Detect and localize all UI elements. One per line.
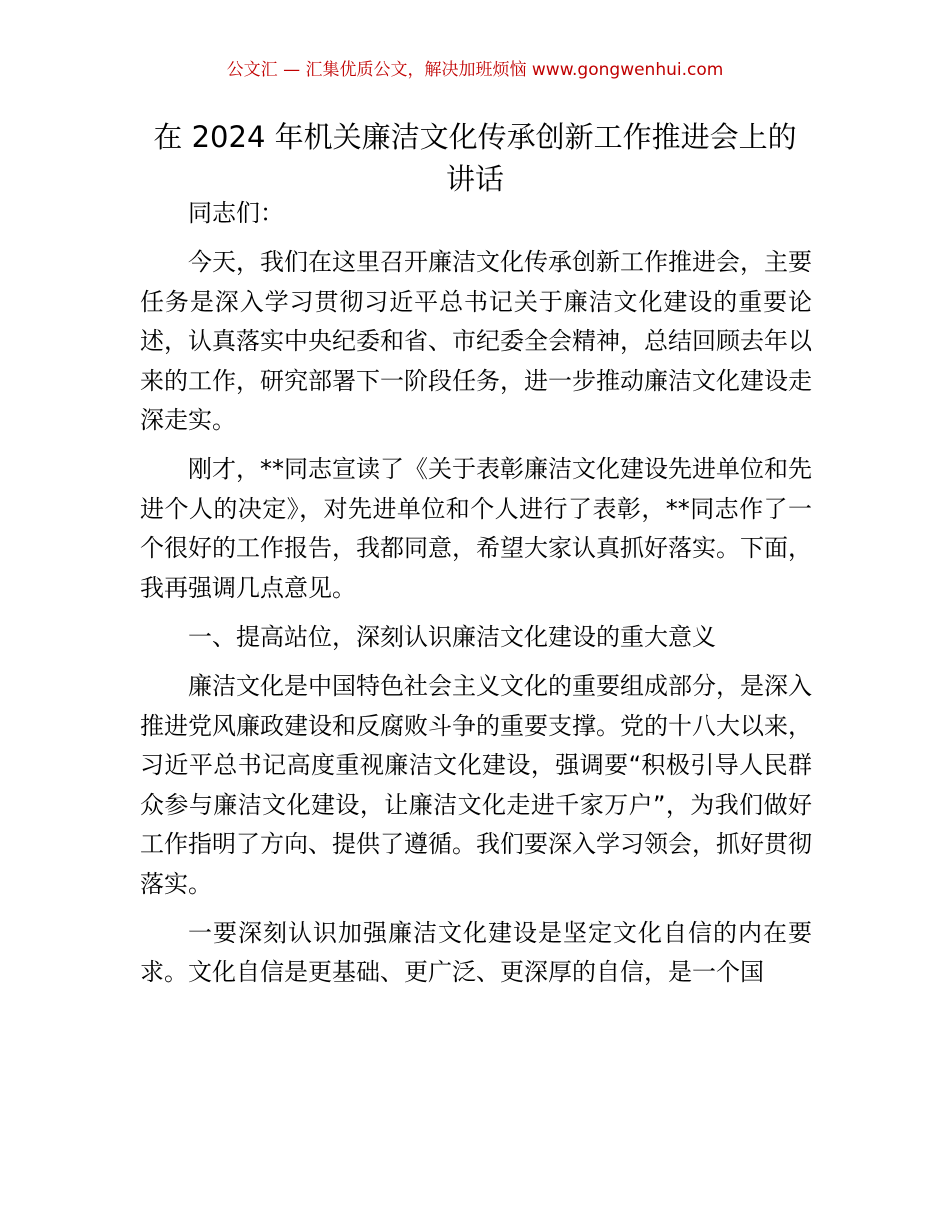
document-title: 在 2024 年机关廉洁文化传承创新工作推进会上的讲话 — [153, 120, 797, 196]
body-paragraph: 刚才，**同志宣读了《关于表彰廉洁文化建设先进单位和先进个人的决定》，对先进单位和个人进行了表彰，**同志作了一个很好的工作报告，我都同意，希望大家认真抓好落实。下面，我再强调几点意见。 — [140, 455, 812, 602]
document-body — [140, 194, 812, 1003]
body-paragraph: 今天，我们在这里召开廉洁文化传承创新工作推进会，主要任务是深入学习贯彻习近平总书记关于廉洁文化建设的重要论述，认真落实中央纪委和省、市纪委全会精神，总结回顾去年以来的工作，研究部署下一阶段任务，进一步推动廉洁文化建设走深走实。 — [140, 248, 812, 435]
website-header-banner: 公文汇 — 汇集优质公文，解决加班烦恼 www.gongwenhui.com — [226, 60, 724, 80]
body-paragraph: 廉洁文化是中国特色社会主义文化的重要组成部分，是深入推进党风廉政建设和反腐败斗争的重要支撑。党的十八大以来，习近平总书记高度重视廉洁文化建设，强调要“积极引导人民群众参与廉洁文化建设，让廉洁文化走进千家万户”，为我们做好工作指明了方向、提供了遵循。我们要深入学习领会，抓好贯彻落实。 — [140, 672, 812, 898]
section-heading: 一、提高站位，深刻认识廉洁文化建设的重大意义 — [188, 623, 716, 652]
body-paragraph: 一要深刻认识加强廉洁文化建设是坚定文化自信的内在要求。文化自信是更基础、更广泛、更深厚的自信，是一个国 — [140, 918, 812, 987]
salutation: 同志们： — [188, 199, 284, 227]
